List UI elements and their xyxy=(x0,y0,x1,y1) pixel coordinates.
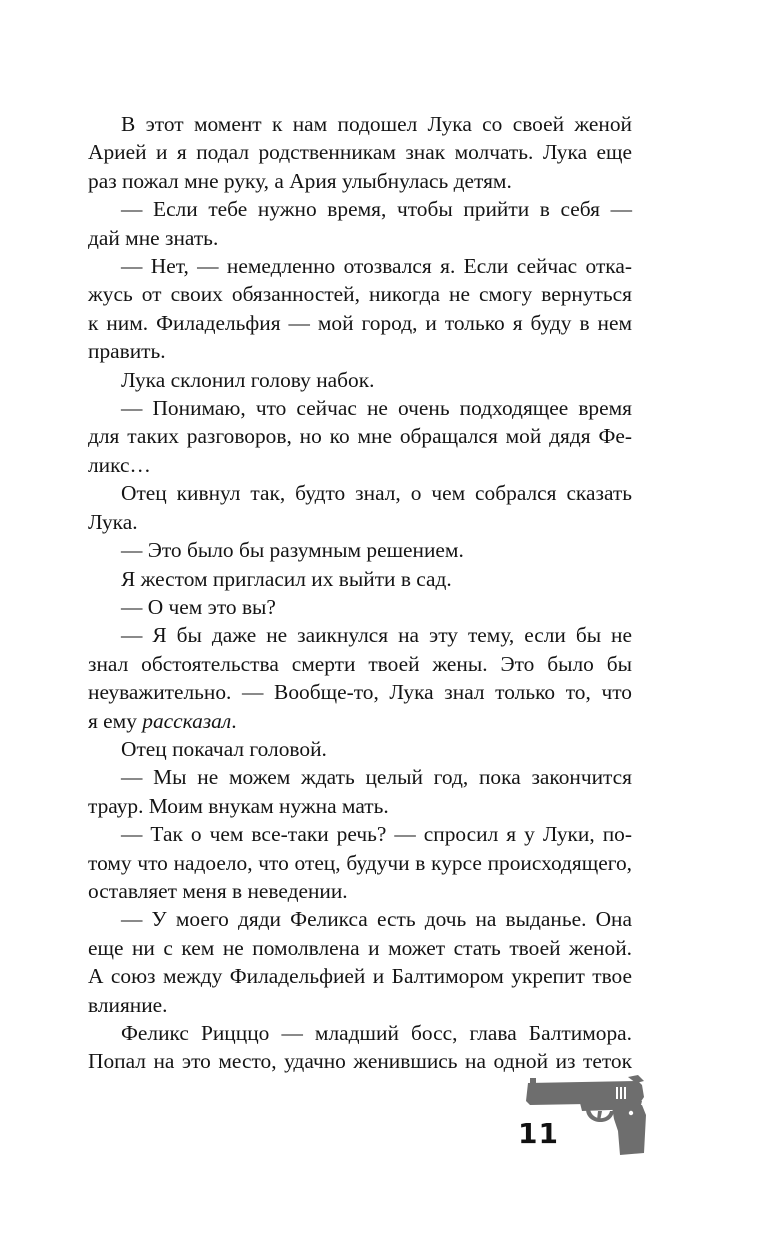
text-line xyxy=(88,479,632,507)
text-line-content: тому что надоело, что отец, будучи в курсе происходящего, xyxy=(88,850,632,875)
text-line-content: для таких разговоров, но ко мне обращался мой дядя Фе- xyxy=(88,424,632,449)
page-number: 11 xyxy=(518,1117,559,1150)
text-line-content: я ему xyxy=(88,708,143,733)
text-line xyxy=(88,1047,632,1075)
text-line-content: влияние. xyxy=(88,992,168,1017)
text-line xyxy=(88,110,632,138)
text-line xyxy=(88,366,632,394)
text-line xyxy=(88,195,632,223)
text-line-content: — Нет, — немедленно отозвался я. Если сейчас отка- xyxy=(121,254,632,279)
text-line-content: Отец покачал головой. xyxy=(121,736,327,761)
text-line xyxy=(88,849,632,877)
text-line xyxy=(88,905,632,933)
text-line xyxy=(88,1019,632,1047)
text-line xyxy=(88,934,632,962)
text-line-content: к ним. Филадельфия — мой город, и только я буду в нем xyxy=(88,310,632,335)
text-line-content: — О чем это вы? xyxy=(121,594,276,619)
text-line-content: — Мы не можем ждать целый год, пока закончится xyxy=(121,765,632,790)
text-line xyxy=(88,763,632,791)
text-line-content: Лука. xyxy=(88,509,138,534)
text-line-content: Я жестом пригласил их выйти в сад. xyxy=(121,566,452,591)
text-line-tail: . xyxy=(231,708,237,733)
text-line xyxy=(88,820,632,848)
text-line-content: дай мне знать. xyxy=(88,225,219,250)
text-line xyxy=(88,735,632,763)
text-line-content: жусь от своих обязанностей, никогда не смогу вернуться xyxy=(88,282,632,307)
text-line xyxy=(88,309,632,337)
text-line xyxy=(88,138,632,166)
text-line-content: Лука склонил голову набок. xyxy=(121,367,375,392)
text-line-content: В этот момент к нам подошел Лука со своей женой xyxy=(121,112,632,136)
text-line-content: — Понимаю, что сейчас не очень подходящее время xyxy=(121,396,632,421)
text-line-content: Попал на это место, удачно женившись на одной из теток xyxy=(88,1049,632,1074)
text-line xyxy=(88,280,632,308)
text-line xyxy=(88,962,632,990)
text-line-content: — Я бы даже не заикнулся на эту тему, если бы не xyxy=(121,623,632,648)
text-line xyxy=(88,650,632,678)
text-line xyxy=(88,877,632,905)
text-line-content: ликс… xyxy=(88,452,151,477)
text-line xyxy=(88,792,632,820)
text-line xyxy=(88,991,632,1019)
text-line-content: А союз между Филадельфией и Балтимором укрепит твое xyxy=(88,964,632,989)
italic-word: рассказал xyxy=(142,708,232,733)
text-line xyxy=(88,167,632,195)
text-line xyxy=(88,508,632,536)
page-footer xyxy=(500,1075,660,1165)
text-line-content: раз пожал мне руку, а Ария улыбнулась детям. xyxy=(88,168,512,193)
text-line-content: знал обстоятельства смерти твоей жены. Это было бы xyxy=(88,651,632,676)
text-line-content: траур. Моим внукам нужна мать. xyxy=(88,793,389,818)
text-line-content: Отец кивнул так, будто знал, о чем собрался сказать xyxy=(121,481,632,506)
text-line xyxy=(88,536,632,564)
text-line-content: еще ни с кем не помолвлена и может стать твоей женой. xyxy=(88,935,632,960)
text-line-content: Феликс Рицццо — младший босс, глава Балтимора. xyxy=(121,1021,632,1045)
text-line-content: — У моего дяди Феликса есть дочь на выданье. Она xyxy=(121,907,632,932)
text-line xyxy=(88,422,632,450)
text-line-content: неуважительно. — Вообще-то, Лука знал только то, что xyxy=(88,680,632,705)
text-line xyxy=(88,678,632,706)
text-line xyxy=(88,621,632,649)
text-line xyxy=(88,451,632,479)
page-text xyxy=(88,110,632,1076)
text-line-content: — Так о чем все-таки речь? — спросил я у Луки, по- xyxy=(121,822,632,847)
text-line xyxy=(88,224,632,252)
text-line xyxy=(88,593,632,621)
text-line xyxy=(88,337,632,365)
text-line-content: — Если тебе нужно время, чтобы прийти в себя — xyxy=(121,197,632,222)
text-line xyxy=(88,565,632,593)
text-line xyxy=(88,394,632,422)
text-line xyxy=(88,707,632,735)
text-line-content: — Это было бы разумным решением. xyxy=(121,538,464,563)
text-line-content: править. xyxy=(88,339,166,364)
text-line-content: оставляет меня в неведении. xyxy=(88,878,348,903)
text-line-content: Арией и я подал родственникам знак молчать. Лука еще xyxy=(88,140,632,165)
text-line xyxy=(88,252,632,280)
